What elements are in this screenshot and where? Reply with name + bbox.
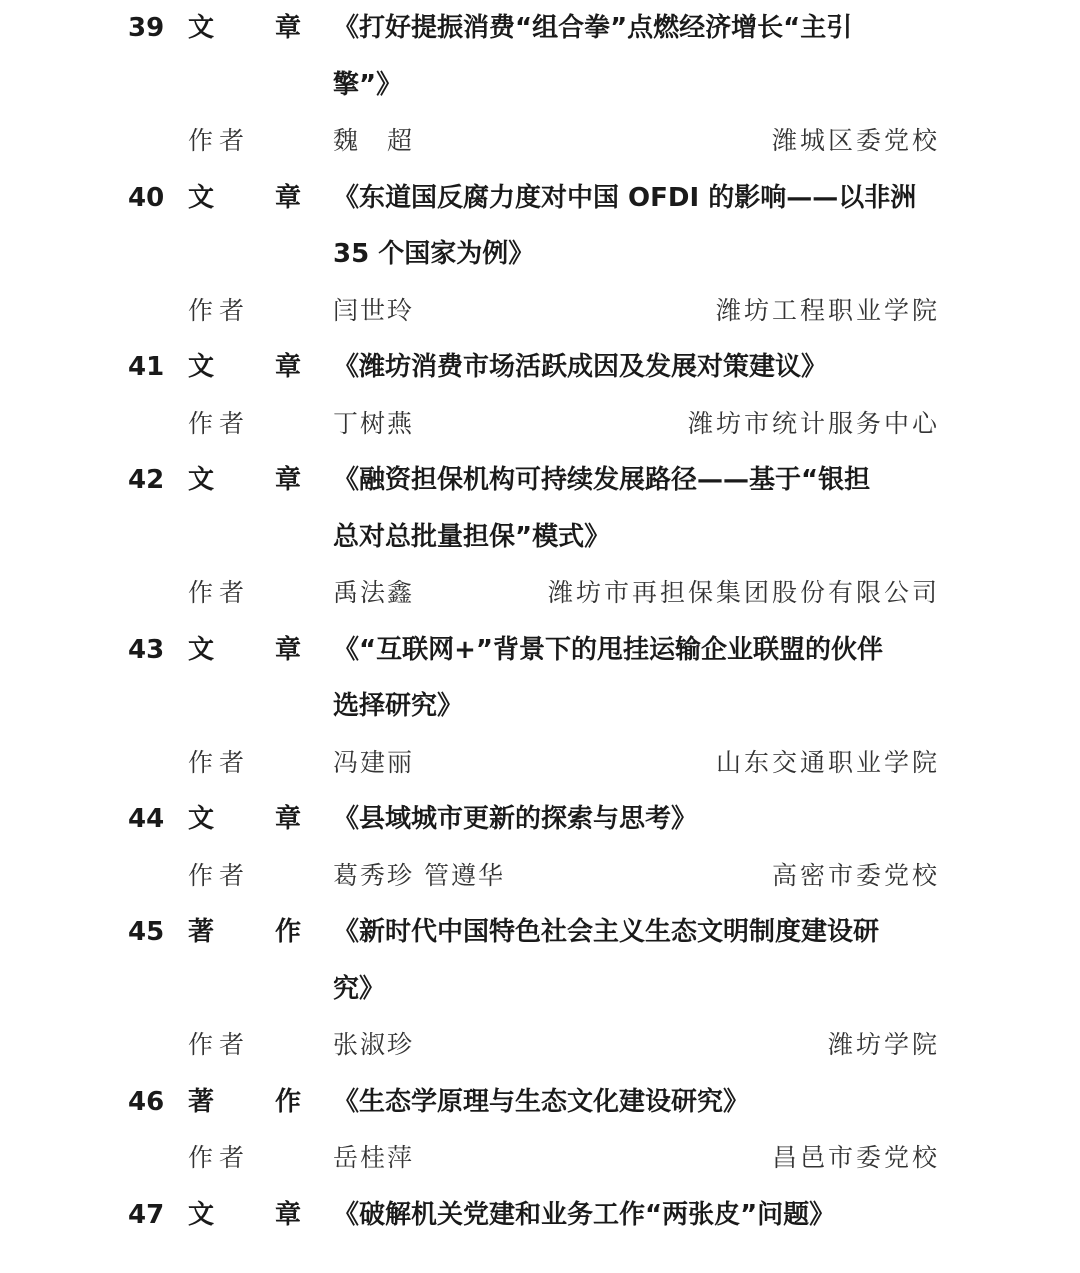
entry-title-row	[0, 339, 1080, 396]
entry-type-second-char: 章	[275, 1199, 302, 1230]
author-label: 作者	[188, 860, 251, 890]
entry-author-row	[0, 1017, 1080, 1074]
entry-title-line: 《“互联网+”背景下的甩挂运输企业联盟的伙伴	[333, 634, 883, 665]
entry-title-line: 《破解机关党建和业务工作“两张皮”问题》	[333, 1199, 836, 1230]
entry-title-row	[0, 791, 1080, 848]
award-entry	[0, 452, 1080, 622]
entry-title-line: 总对总批量担保”模式》	[333, 521, 611, 552]
entry-type-first-char: 文	[188, 352, 215, 382]
entry-title-line: 《新时代中国特色社会主义生态文明制度建设研	[333, 917, 880, 947]
author-organization: 潍坊工程职业学院	[715, 295, 940, 325]
entry-author-row	[0, 735, 1080, 792]
entry-title-row	[0, 170, 1080, 283]
entry-author-row	[0, 113, 1080, 170]
entry-type-first-char: 著	[188, 917, 215, 947]
author-organization: 潍坊市再担保集团股份有限公司	[547, 578, 940, 607]
entry-type-first-char: 文	[188, 182, 215, 213]
author-organization: 高密市委党校	[771, 860, 940, 890]
entry-title	[333, 0, 953, 113]
entry-number: 44	[128, 804, 165, 834]
entry-type-second-char: 章	[275, 182, 302, 213]
entry-title	[333, 791, 953, 848]
entry-title-line: 《东道国反腐力度对中国 OFDI 的影响——以非洲	[333, 182, 917, 213]
author-names: 冯建丽	[333, 747, 415, 777]
entry-number: 42	[128, 465, 165, 495]
entry-type-second-char: 章	[275, 13, 302, 43]
entry-title-line: 35 个国家为例》	[333, 239, 535, 269]
entry-title-line: 《生态学原理与生态文化建设研究》	[333, 1086, 750, 1117]
entry-type-second-char: 作	[275, 1086, 302, 1117]
entry-type-first-char: 文	[188, 804, 215, 834]
entry-title-row	[0, 904, 1080, 1017]
author-label: 作者	[188, 408, 251, 438]
entry-title	[333, 339, 953, 396]
entry-author-row	[0, 1130, 1080, 1187]
author-label: 作者	[188, 126, 251, 155]
author-label: 作者	[188, 1030, 251, 1059]
award-entry	[0, 0, 1080, 170]
award-entry	[0, 791, 1080, 904]
author-names: 丁树燕	[333, 408, 415, 438]
author-organization: 山东交通职业学院	[715, 747, 940, 777]
entry-title	[333, 170, 953, 283]
entry-author-row	[0, 283, 1080, 340]
entry-type-first-char: 文	[188, 465, 215, 495]
entry-type-first-char: 文	[188, 1199, 215, 1230]
entry-type-second-char: 章	[275, 465, 302, 495]
entry-title-line: 选择研究》	[333, 691, 464, 721]
author-names: 葛秀珍 管遵华	[333, 860, 505, 890]
award-entry	[0, 1074, 1080, 1187]
entry-number: 40	[128, 182, 165, 213]
entry-title-row	[0, 0, 1080, 113]
entry-title-row	[0, 1074, 1080, 1131]
author-organization: 昌邑市委党校	[771, 1143, 940, 1172]
award-entry	[0, 904, 1080, 1074]
author-names: 闫世玲	[333, 295, 415, 325]
entry-number: 46	[128, 1086, 165, 1117]
entry-type-second-char: 作	[275, 917, 302, 947]
award-entry	[0, 1187, 1080, 1244]
entry-type-first-char: 著	[188, 1086, 215, 1117]
entry-number: 45	[128, 917, 165, 947]
entry-type-first-char: 文	[188, 13, 215, 43]
author-names: 张淑珍	[333, 1030, 415, 1059]
entry-type-second-char: 章	[275, 804, 302, 834]
entry-title	[333, 622, 953, 735]
entry-number: 43	[128, 634, 165, 665]
entry-type-first-char: 文	[188, 634, 215, 665]
entry-number: 47	[128, 1199, 165, 1230]
author-organization: 潍城区委党校	[771, 126, 940, 155]
author-label: 作者	[188, 747, 251, 777]
entry-type-second-char: 章	[275, 352, 302, 382]
entry-title-row	[0, 1187, 1080, 1244]
entry-title-line: 究》	[333, 973, 386, 1004]
entry-title-line: 《融资担保机构可持续发展路径——基于“银担	[333, 465, 871, 495]
author-label: 作者	[188, 578, 251, 607]
entry-number: 39	[128, 13, 165, 43]
entry-author-row	[0, 565, 1080, 622]
entry-type-second-char: 章	[275, 634, 302, 665]
entry-title-row	[0, 622, 1080, 735]
entry-title-row	[0, 452, 1080, 565]
award-entry	[0, 170, 1080, 340]
entry-author-row	[0, 396, 1080, 453]
entry-number: 41	[128, 352, 165, 382]
entry-title	[333, 1074, 953, 1131]
entry-title	[333, 904, 953, 1017]
author-names: 岳桂萍	[333, 1143, 415, 1172]
entry-title-line: 《打好提振消费“组合拳”点燃经济增长“主引	[333, 13, 853, 43]
author-names: 禹法鑫	[333, 578, 415, 607]
author-organization: 潍坊市统计服务中心	[687, 408, 940, 438]
entry-title	[333, 1187, 953, 1244]
entry-title-line: 《潍坊消费市场活跃成因及发展对策建议》	[333, 352, 828, 382]
author-label: 作者	[188, 295, 251, 325]
entry-title	[333, 452, 953, 565]
author-label: 作者	[188, 1143, 251, 1172]
author-organization: 潍坊学院	[827, 1030, 940, 1059]
award-entry	[0, 622, 1080, 792]
entry-title-line: 《县域城市更新的探索与思考》	[333, 804, 698, 834]
entry-title-line: 擎”》	[333, 69, 403, 100]
author-names: 魏 超	[333, 126, 415, 155]
award-entry	[0, 339, 1080, 452]
entry-author-row	[0, 848, 1080, 905]
